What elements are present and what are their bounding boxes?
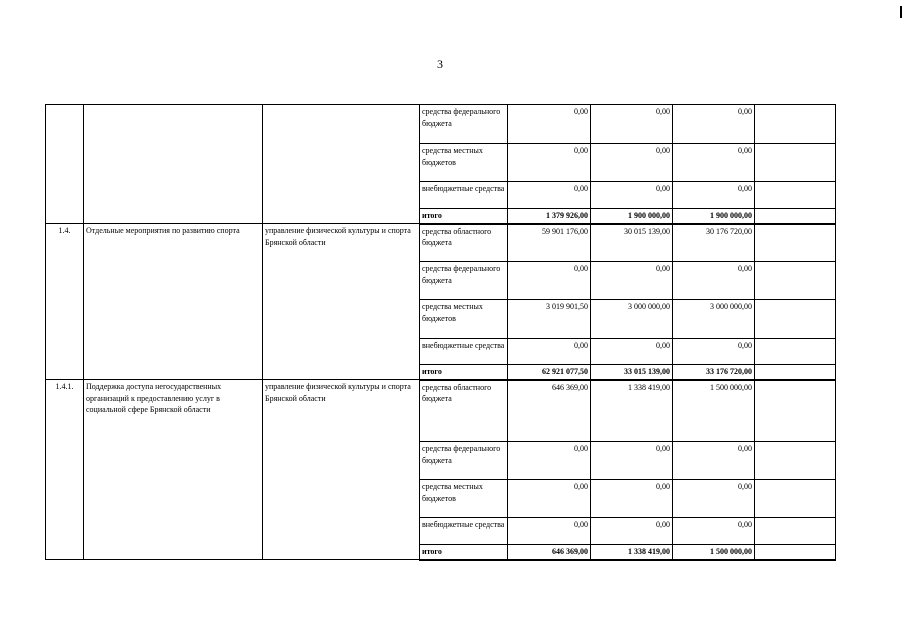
funding-source-cell: средства федерального бюджета [420, 442, 508, 480]
value-cell-1: 0,00 [508, 182, 591, 209]
table-row [46, 224, 836, 262]
activity-name-cell [84, 105, 263, 224]
funding-source-cell: средства местных бюджетов [420, 144, 508, 182]
value-cell-1: 59 901 176,00 [508, 224, 591, 262]
value-cell-2: 30 015 139,00 [591, 224, 673, 262]
total-value-3: 1 500 000,00 [673, 545, 755, 560]
value-cell-1: 0,00 [508, 518, 591, 545]
value-cell-3: 0,00 [673, 105, 755, 144]
value-cell-1: 646 369,00 [508, 380, 591, 442]
value-cell-2: 1 338 419,00 [591, 380, 673, 442]
empty-cell [755, 480, 836, 518]
empty-cell [755, 518, 836, 545]
total-value-2: 1 900 000,00 [591, 209, 673, 224]
empty-cell [755, 182, 836, 209]
funding-source-cell: внебюджетные средства [420, 182, 508, 209]
activity-name-cell: Поддержка доступа негосударственных организаций к предоставлению услуг в социальной сфере Брянской области [84, 380, 263, 560]
executor-cell: управление физической культуры и спорта Брянской области [263, 380, 420, 560]
empty-cell [755, 380, 836, 442]
table-row [46, 380, 836, 442]
value-cell-3: 1 500 000,00 [673, 380, 755, 442]
funding-source-cell: средства федерального бюджета [420, 105, 508, 144]
total-value-1: 646 369,00 [508, 545, 591, 560]
value-cell-3: 0,00 [673, 339, 755, 365]
page-number: 3 [437, 57, 443, 71]
empty-cell [755, 224, 836, 262]
executor-cell [263, 105, 420, 224]
total-label-cell: итого [420, 545, 508, 560]
row-number-cell [46, 105, 84, 224]
total-value-3: 33 176 720,00 [673, 365, 755, 380]
value-cell-2: 0,00 [591, 518, 673, 545]
empty-cell [755, 144, 836, 182]
empty-cell [755, 105, 836, 144]
value-cell-2: 0,00 [591, 105, 673, 144]
empty-cell [755, 545, 836, 560]
funding-source-cell: средства федерального бюджета [420, 262, 508, 300]
row-number-cell: 1.4.1. [46, 380, 84, 560]
value-cell-2: 0,00 [591, 262, 673, 300]
total-value-1: 1 379 926,00 [508, 209, 591, 224]
value-cell-2: 0,00 [591, 339, 673, 365]
value-cell-3: 0,00 [673, 518, 755, 545]
total-label-cell: итого [420, 365, 508, 380]
value-cell-3: 0,00 [673, 144, 755, 182]
empty-cell [755, 442, 836, 480]
value-cell-3: 0,00 [673, 480, 755, 518]
funding-source-cell: средства областного бюджета [420, 224, 508, 262]
value-cell-2: 0,00 [591, 480, 673, 518]
value-cell-1: 0,00 [508, 480, 591, 518]
empty-cell [755, 209, 836, 224]
empty-cell [755, 300, 836, 339]
value-cell-2: 0,00 [591, 144, 673, 182]
empty-cell [755, 365, 836, 380]
funding-source-cell: внебюджетные средства [420, 339, 508, 365]
scan-edge-mark [900, 6, 902, 18]
budget-table [45, 104, 836, 561]
total-value-1: 62 921 077,50 [508, 365, 591, 380]
funding-source-cell: внебюджетные средства [420, 518, 508, 545]
total-value-3: 1 900 000,00 [673, 209, 755, 224]
activity-name-cell: Отдельные мероприятия по развитию спорта [84, 224, 263, 380]
value-cell-1: 0,00 [508, 442, 591, 480]
row-number-cell: 1.4. [46, 224, 84, 380]
total-label-cell: итого [420, 209, 508, 224]
funding-source-cell: средства областного бюджета [420, 380, 508, 442]
value-cell-1: 0,00 [508, 144, 591, 182]
funding-source-cell: средства местных бюджетов [420, 300, 508, 339]
value-cell-3: 30 176 720,00 [673, 224, 755, 262]
total-value-2: 1 338 419,00 [591, 545, 673, 560]
value-cell-3: 0,00 [673, 262, 755, 300]
table-row [46, 105, 836, 144]
value-cell-2: 0,00 [591, 182, 673, 209]
value-cell-2: 3 000 000,00 [591, 300, 673, 339]
value-cell-3: 3 000 000,00 [673, 300, 755, 339]
executor-cell: управление физической культуры и спорта Брянской области [263, 224, 420, 380]
funding-source-cell: средства местных бюджетов [420, 480, 508, 518]
empty-cell [755, 339, 836, 365]
value-cell-2: 0,00 [591, 442, 673, 480]
value-cell-1: 0,00 [508, 262, 591, 300]
value-cell-1: 0,00 [508, 105, 591, 144]
value-cell-1: 3 019 901,50 [508, 300, 591, 339]
value-cell-3: 0,00 [673, 442, 755, 480]
empty-cell [755, 262, 836, 300]
value-cell-1: 0,00 [508, 339, 591, 365]
value-cell-3: 0,00 [673, 182, 755, 209]
total-value-2: 33 015 139,00 [591, 365, 673, 380]
